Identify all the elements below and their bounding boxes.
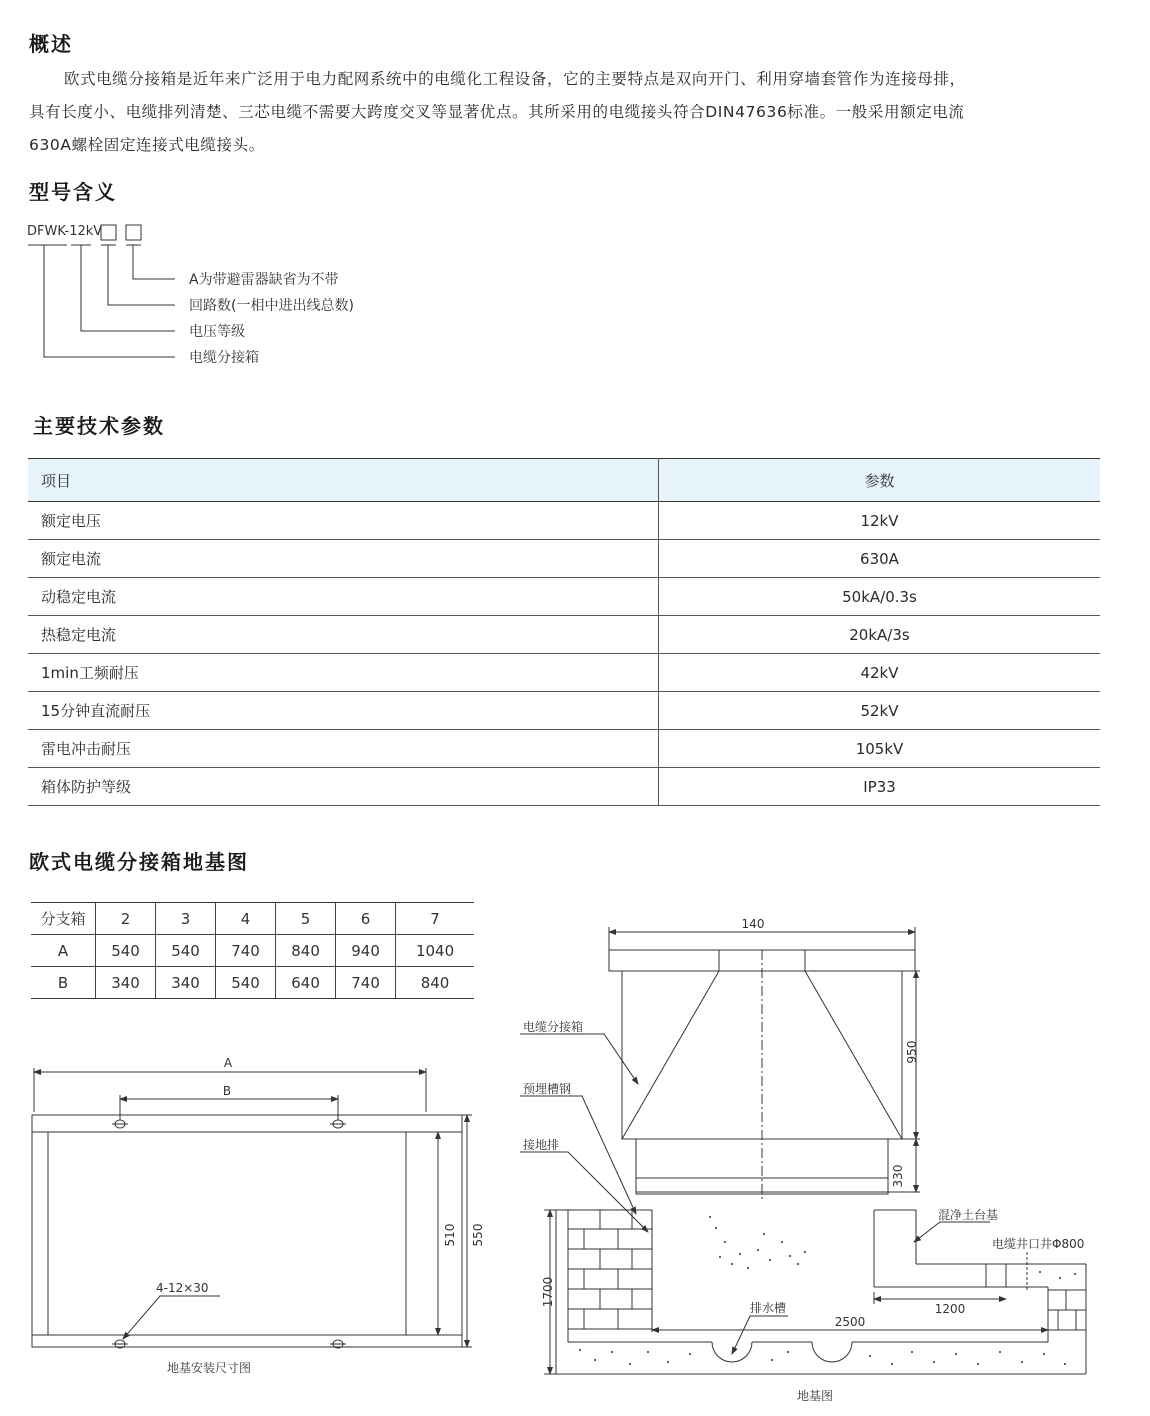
plan-outer-frame bbox=[32, 1115, 462, 1347]
model-box-2 bbox=[126, 225, 141, 240]
dim-cell: 4 bbox=[216, 903, 276, 935]
spec-value: 50kA/0.3s bbox=[659, 578, 1101, 616]
dim-cell: 6 bbox=[336, 903, 396, 935]
dim-cell: 540 bbox=[156, 935, 216, 967]
dim-cell: A bbox=[31, 935, 96, 967]
spec-item: 额定电压 bbox=[28, 502, 659, 540]
label-cable-well: 电缆井口井Φ800 bbox=[992, 1237, 1085, 1251]
spec-value: 630A bbox=[659, 540, 1101, 578]
dim-cell: 540 bbox=[216, 967, 276, 999]
dim-cell: B bbox=[31, 967, 96, 999]
table-row bbox=[28, 578, 1100, 616]
spec-item: 热稳定电流 bbox=[28, 616, 659, 654]
dim-cell: 940 bbox=[336, 935, 396, 967]
dim-cell: 640 bbox=[276, 967, 336, 999]
model-note-arrester: A为带避雷器缺省为不带 bbox=[189, 272, 339, 288]
specs-header-row bbox=[28, 459, 1100, 502]
overview-line-3: 630A螺栓固定连接式电缆接头。 bbox=[29, 136, 265, 154]
plan-dim-a: A bbox=[223, 1056, 233, 1070]
label-drain-channel: 排水槽 bbox=[750, 1301, 787, 1315]
overview-title: 概述 bbox=[29, 32, 73, 56]
section-caption: 地基图 bbox=[796, 1389, 834, 1403]
specs-header-value: 参数 bbox=[659, 459, 1101, 502]
table-row bbox=[28, 692, 1100, 730]
dim-cell: 2 bbox=[96, 903, 156, 935]
spec-item: 1min工频耐压 bbox=[28, 654, 659, 692]
section-dim-1200: 1200 bbox=[934, 1302, 966, 1316]
model-note-circuits: 回路数(一相中进出线总数) bbox=[189, 298, 354, 314]
plan-caption: 地基安装尺寸图 bbox=[166, 1361, 252, 1375]
dim-cell: 540 bbox=[96, 935, 156, 967]
model-box-1 bbox=[101, 225, 116, 240]
label-embedded-channel: 预埋槽钢 bbox=[523, 1082, 572, 1096]
section-dim-140: 140 bbox=[741, 917, 765, 931]
table-row bbox=[28, 502, 1100, 540]
spec-item: 雷电冲击耐压 bbox=[28, 730, 659, 768]
foundation-section-drawing bbox=[520, 912, 1110, 1406]
overview-paragraph bbox=[29, 63, 1129, 162]
section-dim-1700: 1700 bbox=[541, 1276, 555, 1308]
model-note-box: 电缆分接箱 bbox=[189, 350, 259, 366]
spec-value: 20kA/3s bbox=[659, 616, 1101, 654]
table-row bbox=[28, 654, 1100, 692]
overview-line-2: 具有长度小、电缆排列清楚、三芯电缆不需要大跨度交叉等显著优点。其所采用的电缆接头符合DIN47636标准。一般采用额定电流 bbox=[29, 103, 965, 121]
branch-dimension-table bbox=[31, 902, 474, 999]
dim-cell: 7 bbox=[396, 903, 474, 935]
dim-cell: 5 bbox=[276, 903, 336, 935]
foundation-title: 欧式电缆分接箱地基图 bbox=[29, 850, 249, 874]
plan-dim-510: 510 bbox=[443, 1223, 457, 1247]
plan-holes-label: 4-12×30 bbox=[156, 1281, 209, 1295]
table-row bbox=[28, 616, 1100, 654]
spec-item: 动稳定电流 bbox=[28, 578, 659, 616]
plan-dim-b: B bbox=[222, 1084, 232, 1098]
table-row bbox=[28, 540, 1100, 578]
dim-cell: 分支箱 bbox=[31, 903, 96, 935]
plan-dim-550: 550 bbox=[471, 1223, 485, 1247]
label-cable-box: 电缆分接箱 bbox=[523, 1020, 584, 1034]
spec-item: 额定电流 bbox=[28, 540, 659, 578]
model-note-voltage: 电压等级 bbox=[189, 324, 245, 340]
section-dim-2500: 2500 bbox=[834, 1315, 866, 1329]
table-row bbox=[31, 935, 474, 967]
dim-cell: 740 bbox=[336, 967, 396, 999]
specs-table bbox=[28, 458, 1100, 806]
table-row bbox=[31, 967, 474, 999]
model-code: DFWK-12kV bbox=[27, 224, 103, 239]
label-ground-bar: 接地排 bbox=[523, 1138, 560, 1152]
spec-value: 105kV bbox=[659, 730, 1101, 768]
dim-cell: 740 bbox=[216, 935, 276, 967]
label-concrete-base: 混净土台基 bbox=[938, 1208, 999, 1222]
spec-item: 15分钟直流耐压 bbox=[28, 692, 659, 730]
spec-item: 箱体防护等级 bbox=[28, 768, 659, 806]
spec-value: 42kV bbox=[659, 654, 1101, 692]
table-row bbox=[31, 903, 474, 935]
section-dim-330: 330 bbox=[891, 1164, 905, 1188]
table-row bbox=[28, 730, 1100, 768]
dim-cell: 840 bbox=[396, 967, 474, 999]
dim-cell: 840 bbox=[276, 935, 336, 967]
dim-cell: 1040 bbox=[396, 935, 474, 967]
dim-cell: 340 bbox=[156, 967, 216, 999]
spec-value: 52kV bbox=[659, 692, 1101, 730]
specs-header-item: 项目 bbox=[28, 459, 659, 502]
dim-cell: 340 bbox=[96, 967, 156, 999]
specs-title: 主要技术参数 bbox=[33, 414, 165, 438]
section-dim-950: 950 bbox=[905, 1040, 919, 1064]
spec-value: IP33 bbox=[659, 768, 1101, 806]
overview-line-1: 欧式电缆分接箱是近年来广泛用于电力配网系统中的电缆化工程设备，它的主要特点是双向开门、利用穿墙套管作为连接母排， bbox=[64, 70, 966, 88]
model-title: 型号含义 bbox=[29, 180, 117, 204]
table-row bbox=[28, 768, 1100, 806]
spec-value: 12kV bbox=[659, 502, 1101, 540]
foundation-plan-drawing bbox=[20, 1050, 500, 1390]
dim-cell: 3 bbox=[156, 903, 216, 935]
